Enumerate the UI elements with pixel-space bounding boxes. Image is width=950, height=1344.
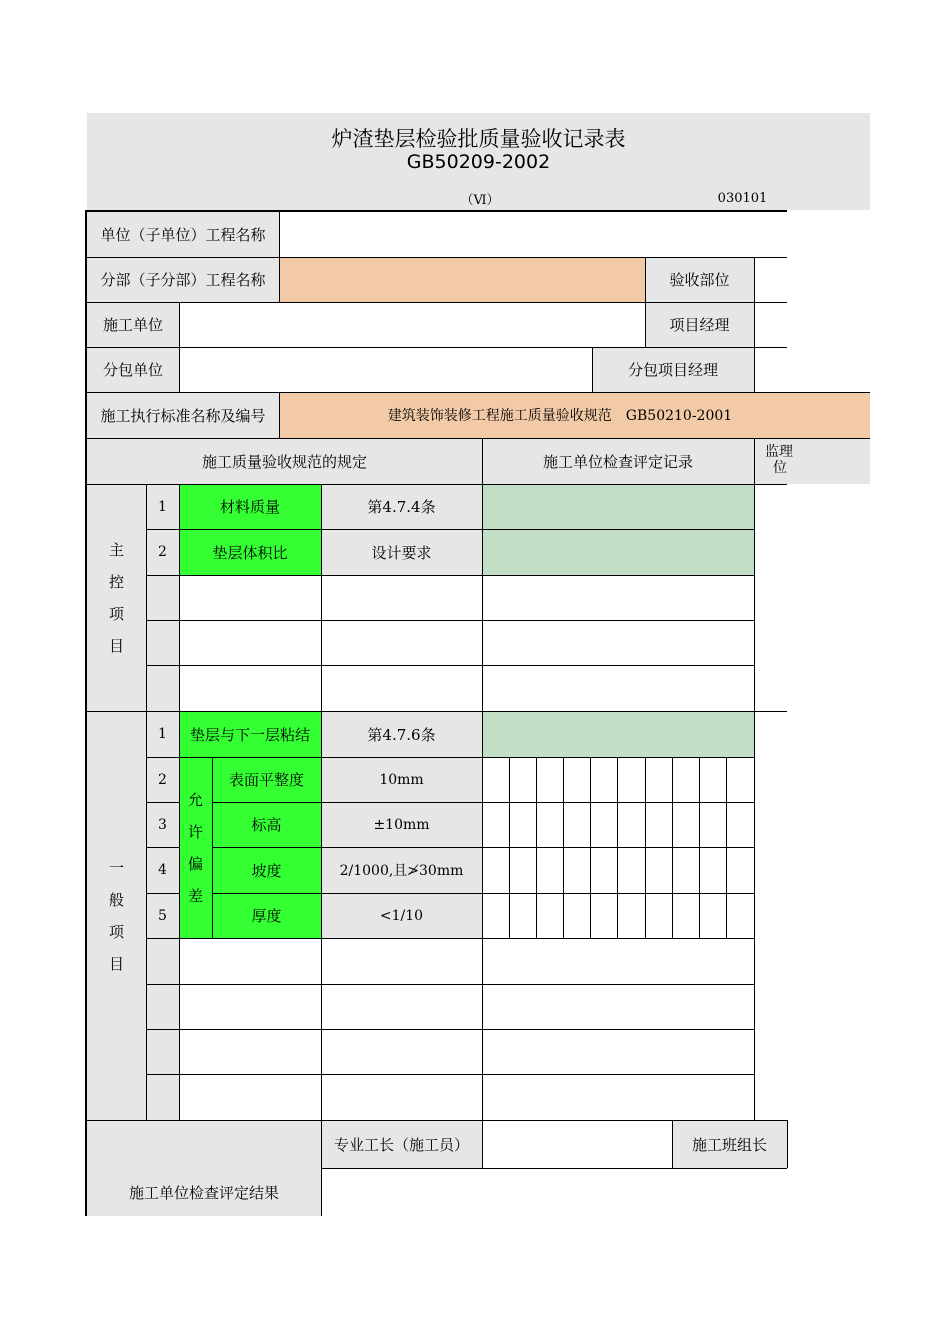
- subcontract-unit-value[interactable]: [180, 347, 592, 392]
- team-leader-label: 施工班组长: [691, 1135, 767, 1154]
- general-item-name: 垫层与下一层粘结: [189, 725, 310, 744]
- grid-line: [146, 620, 754, 621]
- deviation-requirement: 2/1000,且≯30mm: [339, 863, 464, 879]
- grid-line: [754, 711, 755, 1120]
- grid-line: [617, 757, 618, 938]
- foreman-label: 专业工长（施工员）: [333, 1135, 469, 1154]
- grid-line: [699, 757, 700, 938]
- grid-line: [146, 984, 754, 985]
- grid-line: [726, 757, 727, 938]
- grid-line: [787, 1120, 788, 1168]
- project-manager-label: 项目经理: [669, 316, 730, 334]
- main-control-char: 控: [108, 573, 124, 591]
- subcontract-unit-label: 分包单位: [102, 361, 163, 379]
- deviation-no: 4: [158, 862, 167, 878]
- general-label: [87, 852, 146, 980]
- acceptance-part-label: 验收部位: [669, 271, 730, 289]
- allowed-deviation-label: [179, 784, 212, 912]
- section-number: （Ⅵ）: [460, 192, 500, 208]
- supervision-header-line2: 位: [773, 460, 787, 476]
- general-char: 目: [108, 955, 124, 973]
- deviation-requirement: ±10mm: [373, 816, 430, 833]
- page-title: 炉渣垫层检验批质量验收记录表: [331, 127, 626, 151]
- main-control-char: 目: [108, 637, 124, 655]
- allowed-char: 偏: [187, 855, 203, 873]
- grid-line: [563, 757, 564, 938]
- grid-line: [754, 484, 755, 711]
- supervision-header: [755, 438, 793, 484]
- construction-unit-value[interactable]: [180, 302, 645, 347]
- grid-line: [590, 757, 591, 938]
- unit-project-value[interactable]: [280, 212, 787, 257]
- main-item-name: 垫层体积比: [212, 543, 288, 562]
- exec-standard-value[interactable]: 建筑装饰装修工程施工质量验收规范 GB50210-2001: [387, 408, 733, 424]
- grid-line: [146, 1074, 754, 1075]
- deviation-name: 坡度: [251, 861, 282, 880]
- main-control-char: 项: [108, 605, 124, 623]
- main-item-no: 2: [158, 544, 167, 560]
- grid-line: [321, 1168, 787, 1169]
- grid-line: [672, 757, 673, 938]
- result-label: 施工单位检查评定结果: [128, 1183, 279, 1202]
- general-item-requirement: 第4.7.6条: [367, 725, 436, 744]
- grid-line: [754, 257, 755, 392]
- supervision-header-line1: 监理: [765, 444, 793, 460]
- general-char: 般: [108, 891, 124, 909]
- grid-line: [146, 665, 754, 666]
- deviation-name: 表面平整度: [228, 771, 304, 789]
- grid-line: [146, 575, 754, 576]
- main-item-requirement: 设计要求: [371, 543, 432, 562]
- sub-project-label: 分部（子分部）工程名称: [100, 271, 266, 289]
- main-control-char: 主: [108, 541, 124, 559]
- allowed-char: 差: [187, 887, 203, 905]
- spec-header: 施工质量验收规范的规定: [201, 452, 367, 471]
- grid-line: [146, 1029, 754, 1030]
- main-item-requirement: 第4.7.4条: [367, 498, 436, 516]
- main-control-label: [87, 534, 146, 662]
- main-item-name: 材料质量: [219, 498, 280, 516]
- main-item-no: 1: [158, 498, 167, 515]
- deviation-no: 5: [158, 907, 167, 924]
- deviation-requirement: 10mm: [379, 771, 424, 788]
- grid-line: [645, 757, 646, 938]
- deviation-no: 3: [158, 816, 167, 833]
- subcontract-manager-label: 分包项目经理: [627, 361, 718, 379]
- general-char: 一: [108, 859, 124, 877]
- deviation-name: 标高: [251, 816, 282, 834]
- deviation-requirement: <1/10: [379, 907, 424, 924]
- record-cell-1[interactable]: [482, 484, 754, 529]
- deviation-no: 2: [158, 771, 167, 788]
- unit-project-label: 单位（子单位）工程名称: [100, 226, 266, 244]
- record-cell-g1[interactable]: [482, 711, 754, 757]
- grid-line: [146, 938, 754, 939]
- form-code: 030101: [717, 190, 768, 206]
- allowed-char: 许: [187, 823, 203, 841]
- deviation-name: 厚度: [251, 907, 282, 925]
- grid-line: [482, 484, 483, 711]
- standard-code: GB50209-2002: [406, 151, 551, 173]
- grid-line: [509, 757, 510, 938]
- allowed-char: 允: [187, 791, 203, 809]
- foreman-value[interactable]: [482, 1120, 672, 1168]
- construction-unit-label: 施工单位: [102, 316, 163, 334]
- record-header: 施工单位检查评定记录: [542, 452, 693, 471]
- grid-line: [536, 757, 537, 938]
- grid-line: [482, 711, 483, 1120]
- general-item-no: 1: [158, 726, 167, 742]
- general-char: 项: [108, 923, 124, 941]
- exec-standard-label: 施工执行标准名称及编号: [100, 406, 266, 425]
- record-cell-2[interactable]: [482, 529, 754, 575]
- sub-project-value[interactable]: [280, 257, 645, 302]
